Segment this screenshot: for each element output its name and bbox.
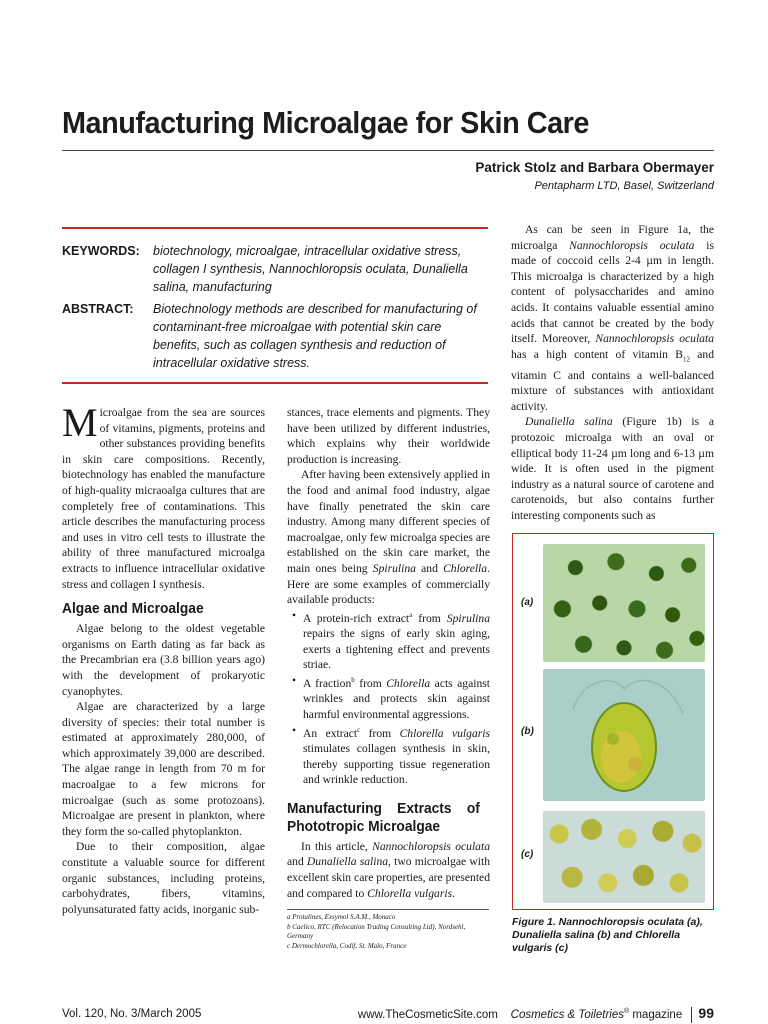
- keywords-text: biotechnology, microalgae, intracellular oxidative stress, collagen I synthesis, Nannochloropsis oculata, Dunaliella salina, manufacturing: [153, 244, 468, 294]
- product-list: [287, 608, 490, 788]
- affiliation: Pentapharm LTD, Basel, Switzerland: [534, 180, 714, 192]
- paragraph: stances, trace elements and pigments. They have been utilized by different industries, which explains why their worldwide production is increasing.: [287, 406, 490, 466]
- footer-separator: [691, 1007, 692, 1023]
- paragraph: Algae belong to the oldest vegetable organisms on Earth dating as far back as the Precambrian era (3.8 billion years ago) with the development of prokaryotic cyanophytes.: [62, 622, 265, 698]
- keywords-block: [62, 242, 492, 296]
- issue-info: Vol. 120, No. 3/March 2005: [62, 1008, 202, 1020]
- paragraph: Dunaliella salina (Figure 1b) is a protozoic microalga with an oval or elliptical body 11-24 µm long and 6-13 µm wide. It is often used in the pigment industry as a natural source of carotene and carotenoids, but also contains further interesting components such as: [511, 415, 714, 522]
- column-1: [62, 400, 265, 917]
- micrograph-dunaliella: [543, 669, 705, 801]
- abstract-block: [62, 300, 492, 372]
- footnotes: [287, 913, 492, 951]
- footnote: b Caelico, RTC (Relocation Trading Consulting Ltd), Nordsehl, Germany: [287, 922, 466, 940]
- footer-right: www.TheCosmeticSite.com Cosmetics & Toiletries® magazine 99: [357, 1005, 714, 1021]
- paragraph: Due to their composition, algae constitute a valuable source for different organic substances, including proteins, carbohydrates, fibers, vitamins, polyunsaturated fatty acids, inorganic sub-: [62, 840, 265, 916]
- drop-cap: M: [62, 400, 98, 445]
- list-item: • A fraction$^b$ from Chlorella acts against wrinkles and protects skin against harmful environmental aggressions.: [303, 673, 490, 723]
- magazine-name: Cosmetics & Toiletries: [510, 1009, 624, 1021]
- paragraph: After having been extensively applied in the food and animal food industry, algae have finally penetrated the skin care industry. Among many different species of macroalgae, only few microalga species are established on the skin care market, the main ones being Spirulina and Chlorella. Here are some examples of commercially available products:: [287, 468, 490, 607]
- intro-text: icroalgae from the sea are sources of vitamins, pigments, proteins and other substances providing benefits in skin care compositions. Recently, biotechnology has enabled the manufacture of high-quality micraoalga cultures that are completely free of contaminations. This article describes the manufacturing process and uses in vitro cell tests to illustrate the ability of three manufactured microalga extracts to influence intracellular oxidative stress and collagen I synthesis.: [62, 406, 265, 591]
- list-item: • An extract$^c$ from Chlorella vulgaris stimulates collagen synthesis in skin, thereby supporting tissue regeneration and wrinkle reduction.: [303, 723, 490, 788]
- section-heading-manufacturing: Manufacturing Extracts of Phototropic Microalgae: [287, 800, 480, 835]
- keywords-label: KEYWORDS:: [62, 244, 140, 258]
- footnote: a Protulines, Exsymol S.A.M., Monaco: [287, 913, 396, 921]
- dunaliella-cell-icon: [543, 669, 705, 801]
- figure-caption: Figure 1. Nannochloropsis oculata (a), Dunaliella salina (b) and Chlorella vulgaris (c): [512, 916, 703, 954]
- figure-label-b: (b): [521, 726, 534, 737]
- column-2: [287, 405, 490, 901]
- abstract-bottom-rule: [62, 382, 488, 384]
- website-link[interactable]: www.TheCosmeticSite.com: [357, 1009, 498, 1021]
- abstract-text: Biotechnology methods are described for manufacturing of contaminant-free microalgae with potential skin care benefits, such as collagen synthesis and reduction of intracellular oxidative stress.: [153, 302, 477, 370]
- footnote: c Dermochlorella, Codif, St. Malo, France: [287, 941, 407, 950]
- figure-1: [512, 533, 714, 910]
- figure-label-c: (c): [521, 849, 534, 860]
- authors: Patrick Stolz and Barbara Obermayer: [475, 160, 714, 175]
- abstract-label: ABSTRACT:: [62, 302, 134, 316]
- micrograph-nannochloropsis: [543, 544, 705, 662]
- page-number: 99: [698, 1005, 714, 1021]
- intro-paragraph: [62, 400, 265, 592]
- micrograph-chlorella: [543, 811, 705, 903]
- article-title: Manufacturing Microalgae for Skin Care: [62, 105, 590, 140]
- paragraph: As can be seen in Figure 1a, the microalga Nannochloropsis oculata is made of coccoid cells 2-4 µm in length. This microalga is characterized by a high content of polysaccharides and amino acids. It contains valuable essential amino acids that cannot be created by the body itself. Moreover, Nannochloropsis oculata has a high content of vitamin $B_{12}$ and vitamin C and contains a well-balanced mixture of substances with antioxidant activity.: [511, 223, 714, 413]
- section-heading-algae: Algae and Microalgae: [62, 601, 204, 618]
- abstract-top-rule: [62, 227, 488, 229]
- figure-label-a: (a): [521, 597, 534, 608]
- title-divider: [62, 150, 714, 151]
- paragraph: In this article, Nannochloropsis oculata and Dunaliella salina, two microalgae with excellent skin care properties, are presented and compared to Chlorella vulgaris.: [287, 839, 490, 900]
- list-item: • A protein-rich extract$^a$ from Spirulina repairs the signs of early skin aging, exerts a tightening effect and prevents striae.: [303, 608, 490, 673]
- footnote-divider: [287, 909, 489, 910]
- column-3: [511, 222, 714, 524]
- paragraph: Algae are characterized by a large diversity of species: their total number is estimated at approximately 280,000, of which approximately 39,000 are described. The algae range in length from 70 m for macroalgae to a few microns for microalgae (such as some protozoans). Microalgae are present in plankton, where they form the so-called phytoplankton.: [62, 700, 265, 838]
